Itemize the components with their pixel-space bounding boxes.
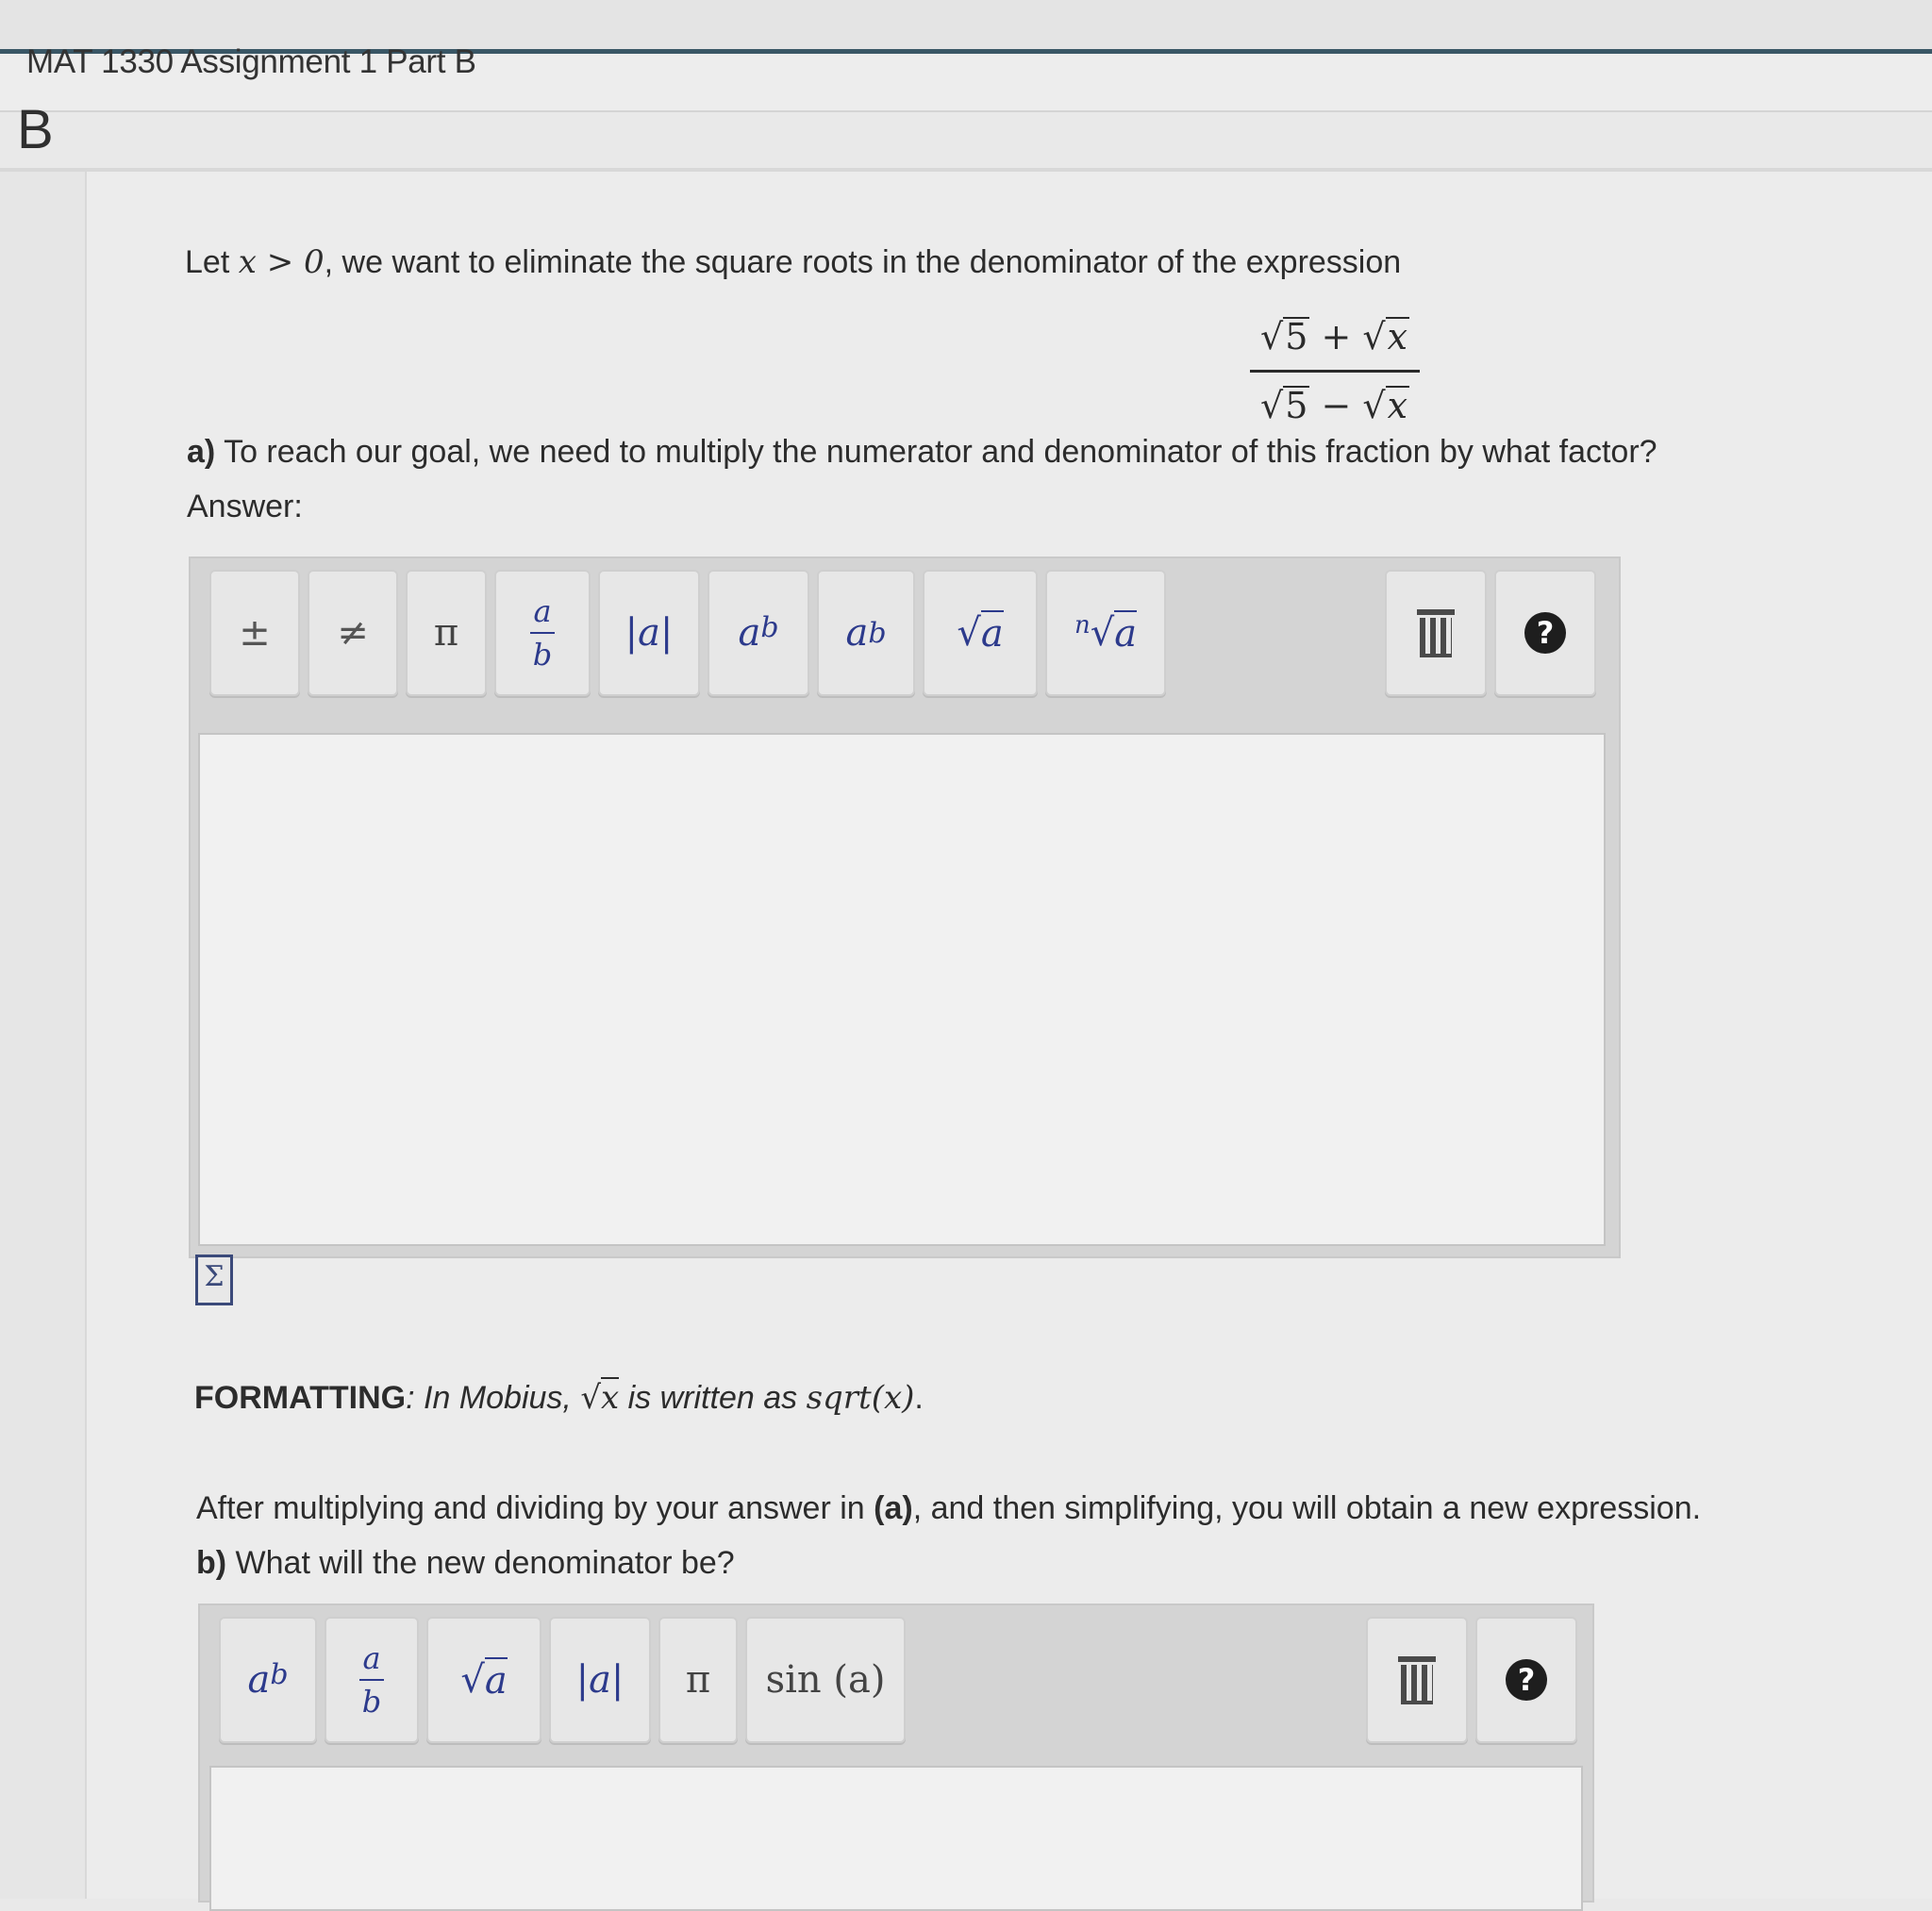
fraction-bar xyxy=(1250,370,1420,373)
formatting-note: FORMATTING: In Mobius, √x is written as sqrt(x). xyxy=(194,1379,924,1417)
part-heading: B xyxy=(17,99,54,160)
fraction-button[interactable]: a b xyxy=(494,570,591,696)
help-icon: ? xyxy=(1506,1659,1547,1701)
editor-b-toolbar xyxy=(200,1605,1592,1766)
help-icon: ? xyxy=(1524,612,1566,654)
absolute-value-button[interactable]: |a| xyxy=(598,570,700,696)
not-equal-button[interactable]: ≠ xyxy=(308,570,398,696)
answer-input-b[interactable] xyxy=(209,1766,1583,1911)
part-b-question: b) What will the new denominator be? xyxy=(196,1545,735,1581)
fraction-numerator: √5 + √x xyxy=(1259,316,1408,357)
expression-fraction xyxy=(1250,311,1420,431)
trash-icon xyxy=(1417,609,1455,657)
power-button[interactable]: a $^b$ xyxy=(219,1617,317,1743)
plus-minus-button[interactable]: ± xyxy=(209,570,300,696)
nth-root-button[interactable]: $^n$ √ a xyxy=(1045,570,1166,696)
answer-editor-a xyxy=(189,557,1621,1258)
editor-a-toolbar xyxy=(191,558,1619,719)
clear-button[interactable] xyxy=(1366,1617,1468,1743)
sin-button[interactable]: sin (a) xyxy=(745,1617,906,1743)
subscript-button[interactable]: a b xyxy=(817,570,915,696)
trash-icon xyxy=(1398,1656,1436,1704)
square-root-button[interactable]: √ a xyxy=(923,570,1038,696)
assignment-title: MAT 1330 Assignment 1 Part B xyxy=(26,43,476,80)
pi-button[interactable]: π xyxy=(406,570,487,696)
fraction-button[interactable]: a b xyxy=(325,1617,419,1743)
power-button[interactable]: a $^b$ xyxy=(708,570,809,696)
answer-editor-b xyxy=(198,1604,1594,1903)
sigma-icon[interactable]: Σ xyxy=(195,1255,233,1305)
pi-button[interactable]: π xyxy=(658,1617,738,1743)
condition-math: x > 0 xyxy=(238,243,325,281)
after-multiplying-text: After multiplying and dividing by your answer in (a), and then simplifying, you will obtain a new expression. xyxy=(196,1490,1702,1526)
clear-button[interactable] xyxy=(1385,570,1487,696)
square-root-button[interactable]: √ a xyxy=(426,1617,541,1743)
help-button[interactable] xyxy=(1475,1617,1577,1743)
fraction-denominator: √5 − √x xyxy=(1259,385,1408,426)
absolute-value-button[interactable]: |a| xyxy=(549,1617,651,1743)
answer-label: Answer: xyxy=(187,489,303,524)
answer-input-a[interactable] xyxy=(198,733,1606,1246)
help-button[interactable] xyxy=(1494,570,1596,696)
part-a-question: a) To reach our goal, we need to multiply the numerator and denominator of this fraction by what factor? xyxy=(187,434,1657,470)
question-intro: Let x > 0, we want to eliminate the square roots in the denominator of the expression xyxy=(185,243,1402,281)
left-gutter xyxy=(0,172,87,1899)
